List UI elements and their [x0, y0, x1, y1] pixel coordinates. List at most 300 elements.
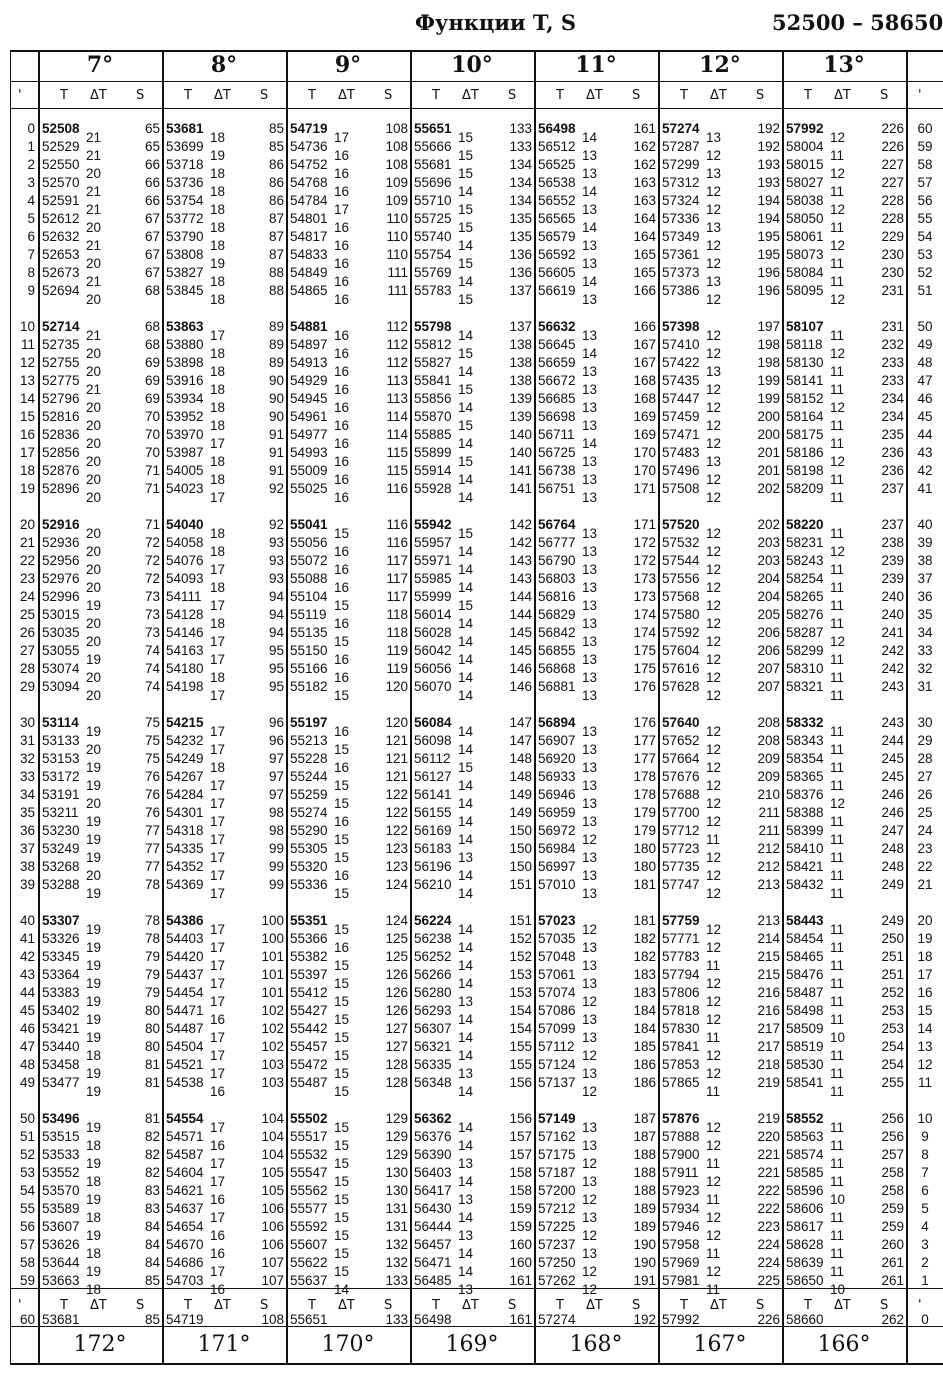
s-value: 107: [261, 1273, 284, 1288]
t-value: 54352: [166, 859, 204, 874]
rule-degree-sep: [410, 50, 412, 1365]
s-value: 106: [261, 1237, 284, 1252]
t-value: 57287: [662, 139, 700, 154]
s-value: 118: [386, 607, 408, 622]
s-value: 213: [757, 877, 780, 892]
t-value: 54719: [166, 1312, 204, 1327]
t-value: 57934: [662, 1201, 700, 1216]
delta-t-value: 13: [582, 1210, 598, 1225]
delta-t-value: 20: [86, 796, 102, 811]
s-value: 195: [757, 247, 780, 262]
t-value: 58563: [786, 1129, 824, 1144]
delta-t-value: 12: [830, 544, 846, 559]
delta-t-value: 20: [86, 166, 102, 181]
t-value: 53827: [166, 265, 204, 280]
t-value: 57723: [662, 841, 700, 856]
t-value: 52612: [42, 211, 80, 226]
t-value: 58376: [786, 787, 824, 802]
minute-label-right: 40: [917, 517, 933, 532]
s-value: 194: [757, 211, 780, 226]
minute-label-right: 57: [917, 175, 933, 190]
s-value: 147: [509, 715, 532, 730]
t-value: 55827: [414, 355, 452, 370]
s-value: 68: [144, 283, 160, 298]
delta-t-value: 20: [86, 256, 102, 271]
t-value: 57459: [662, 409, 700, 424]
s-value: 74: [144, 661, 160, 676]
degree-footer: 167°: [693, 1332, 747, 1357]
delta-t-value: 12: [830, 454, 846, 469]
t-value: 54335: [166, 841, 204, 856]
t-value: 54232: [166, 733, 204, 748]
delta-t-value: 12: [706, 814, 722, 829]
delta-t-value: 15: [334, 886, 350, 901]
t-value: 52755: [42, 355, 80, 370]
t-value: 53898: [166, 355, 204, 370]
delta-t-value: 17: [210, 850, 226, 865]
t-value: 53916: [166, 373, 204, 388]
t-value: 52550: [42, 157, 80, 172]
minute-label-left: 57: [19, 1237, 35, 1252]
delta-t-value: 17: [210, 490, 226, 505]
t-value: 54369: [166, 877, 204, 892]
delta-t-value: 17: [210, 886, 226, 901]
t-value: 56790: [538, 553, 576, 568]
delta-t-value: 11: [830, 688, 845, 703]
t-value: 56645: [538, 337, 576, 352]
s-symbol: S: [260, 1298, 269, 1313]
minute-label-right: 5: [921, 1201, 929, 1216]
minute-label-right: 31: [917, 679, 933, 694]
delta-t-value: 14: [458, 1138, 474, 1153]
t-value: 54076: [166, 553, 204, 568]
delta-t-value: 11: [830, 814, 845, 829]
dt-symbol: ΔT: [338, 88, 355, 103]
s-value: 82: [144, 1165, 160, 1180]
delta-t-value: 20: [86, 364, 102, 379]
delta-t-value: 18: [210, 238, 226, 253]
minute-label-right: 24: [917, 823, 933, 838]
t-value: 58209: [786, 481, 824, 496]
s-value: 119: [386, 643, 408, 658]
minute-label-left: 53: [19, 1165, 35, 1180]
s-value: 108: [385, 139, 408, 154]
delta-t-value: 17: [210, 922, 226, 937]
s-value: 238: [881, 535, 904, 550]
s-value: 239: [881, 553, 904, 568]
t-value: 52896: [42, 481, 80, 496]
s-value: 144: [509, 607, 532, 622]
t-value: 53952: [166, 409, 204, 424]
s-value: 89: [268, 337, 284, 352]
s-value: 236: [881, 463, 904, 478]
delta-t-value: 16: [334, 490, 350, 505]
s-value: 232: [881, 337, 904, 352]
s-value: 182: [633, 949, 656, 964]
t-value: 54437: [166, 967, 204, 982]
s-value: 149: [509, 787, 532, 802]
delta-t-value: 15: [458, 202, 474, 217]
s-value: 129: [385, 1111, 408, 1126]
t-value: 55622: [290, 1255, 328, 1270]
s-value: 150: [509, 841, 532, 856]
t-value: 54146: [166, 625, 204, 640]
s-value: 97: [268, 751, 284, 766]
t-value: 53421: [42, 1021, 80, 1036]
minute-label-left: 43: [19, 967, 35, 982]
t-value: 57410: [662, 337, 700, 352]
delta-t-value: 13: [582, 688, 598, 703]
t-value: 55798: [414, 319, 452, 334]
t-value: 52508: [42, 121, 80, 136]
minute-label-left: 40: [19, 913, 35, 928]
s-value: 198: [757, 355, 780, 370]
delta-t-value: 15: [458, 454, 474, 469]
s-value: 87: [268, 211, 284, 226]
delta-t-value: 19: [86, 1264, 102, 1279]
t-value: 58399: [786, 823, 824, 838]
delta-t-value: 20: [86, 742, 102, 757]
s-value: 113: [386, 373, 408, 388]
delta-t-value: 12: [706, 1264, 722, 1279]
s-value: 217: [757, 1021, 780, 1036]
s-value: 122: [385, 787, 408, 802]
delta-t-value: 16: [334, 418, 350, 433]
delta-t-value: 14: [458, 562, 474, 577]
delta-t-value: 12: [706, 688, 722, 703]
delta-t-value: 12: [582, 832, 598, 847]
t-value: 54961: [290, 409, 328, 424]
minute-label-right: 7: [921, 1165, 929, 1180]
t-value: 53094: [42, 679, 80, 694]
t-value: 54587: [166, 1147, 204, 1162]
t-value: 56711: [538, 427, 575, 442]
delta-t-value: 20: [86, 616, 102, 631]
s-value: 208: [757, 733, 780, 748]
s-value: 184: [633, 1021, 656, 1036]
s-value: 261: [881, 1273, 904, 1288]
t-value: 57853: [662, 1057, 700, 1072]
t-value: 53230: [42, 823, 80, 838]
s-value: 94: [268, 589, 284, 604]
s-value: 262: [881, 1312, 904, 1327]
delta-t-value: 15: [334, 832, 350, 847]
delta-t-value: 15: [458, 220, 474, 235]
minute-symbol-top: ': [18, 88, 22, 103]
minute-label-right: 27: [917, 769, 933, 784]
t-value: 55957: [414, 535, 452, 550]
t-value: 56972: [538, 823, 576, 838]
t-symbol: T: [680, 1298, 688, 1313]
s-value: 82: [144, 1129, 160, 1144]
t-value: 58073: [786, 247, 824, 262]
delta-t-value: 12: [830, 292, 846, 307]
delta-t-value: 19: [86, 760, 102, 775]
t-symbol: T: [556, 1298, 564, 1313]
minute-label-left: 25: [19, 607, 35, 622]
delta-t-value: 14: [458, 1030, 474, 1045]
delta-t-value: 21: [86, 274, 102, 289]
delta-t-value: 11: [706, 1246, 721, 1261]
s-value: 149: [509, 805, 532, 820]
t-value: 58454: [786, 931, 824, 946]
minute-label-right: 56: [917, 193, 933, 208]
s-value: 147: [509, 733, 532, 748]
s-value: 204: [757, 571, 780, 586]
minute-label-right: 15: [917, 1003, 933, 1018]
minute-label-left: 45: [19, 1003, 35, 1018]
s-value: 145: [509, 625, 532, 640]
delta-t-value: 15: [458, 346, 474, 361]
s-value: 191: [633, 1273, 656, 1288]
rule-degree-sep: [534, 50, 536, 1365]
minute-label-left: 39: [19, 877, 35, 892]
t-value: 53191: [42, 787, 80, 802]
minute-label-right: 29: [917, 733, 933, 748]
delta-t-value: 14: [458, 814, 474, 829]
delta-t-value: 11: [830, 1084, 845, 1099]
delta-t-value: 13: [582, 256, 598, 271]
delta-t-value: 14: [458, 670, 474, 685]
t-value: 56842: [538, 625, 576, 640]
s-value: 127: [385, 1039, 408, 1054]
delta-t-value: 11: [830, 472, 845, 487]
delta-t-value: 11: [830, 364, 845, 379]
t-value: 55637: [290, 1273, 328, 1288]
delta-t-value: 14: [458, 832, 474, 847]
t-value: 57676: [662, 769, 700, 784]
s-value: 174: [633, 625, 656, 640]
delta-t-value: 13: [582, 760, 598, 775]
t-value: 57876: [662, 1111, 700, 1126]
delta-t-value: 15: [334, 1120, 350, 1135]
delta-t-value: 13: [582, 940, 598, 955]
s-value: 109: [385, 193, 408, 208]
degree-header: 9°: [334, 52, 362, 78]
s-value: 169: [633, 427, 656, 442]
s-value: 88: [268, 265, 284, 280]
minute-label-left: 50: [19, 1111, 35, 1126]
delta-t-value: 17: [210, 1120, 226, 1135]
delta-t-value: 15: [458, 382, 474, 397]
t-value: 58299: [786, 643, 824, 658]
t-value: 55119: [290, 607, 327, 622]
s-value: 241: [881, 625, 904, 640]
s-value: 153: [509, 967, 532, 982]
minute-label-left: 15: [19, 409, 35, 424]
minute-label-right: 42: [917, 463, 933, 478]
delta-t-value: 19: [86, 1030, 102, 1045]
t-value: 53172: [42, 769, 80, 784]
delta-t-value: 19: [210, 148, 226, 163]
t-symbol: T: [556, 88, 564, 103]
s-value: 170: [633, 463, 656, 478]
minute-label-right: 10: [917, 1111, 933, 1126]
delta-t-value: 19: [86, 652, 102, 667]
delta-t-value: 20: [86, 454, 102, 469]
delta-t-value: 12: [706, 202, 722, 217]
s-value: 216: [757, 985, 780, 1000]
delta-t-value: 12: [706, 1174, 722, 1189]
delta-t-value: 13: [458, 1156, 474, 1171]
s-value: 137: [509, 319, 532, 334]
t-value: 53790: [166, 229, 204, 244]
delta-t-value: 14: [458, 976, 474, 991]
s-value: 72: [144, 571, 160, 586]
minute-label-left: 27: [19, 643, 35, 658]
s-value: 69: [144, 373, 160, 388]
delta-t-value: 17: [210, 688, 226, 703]
s-value: 205: [757, 607, 780, 622]
t-value: 55725: [414, 211, 452, 226]
delta-t-value: 18: [210, 130, 226, 145]
delta-t-value: 12: [706, 472, 722, 487]
t-value: 56894: [538, 715, 576, 730]
delta-t-value: 14: [458, 1174, 474, 1189]
t-value: 52529: [42, 139, 80, 154]
delta-t-value: 11: [830, 994, 845, 1009]
minute-label-right: 45: [917, 409, 933, 424]
rule-under-symbols: [10, 108, 943, 109]
t-value: 58254: [786, 571, 824, 586]
s-value: 167: [633, 337, 656, 352]
t-value: 53133: [42, 733, 80, 748]
minute-label-right: 19: [917, 931, 933, 946]
s-value: 99: [268, 877, 284, 892]
delta-t-value: 15: [334, 598, 350, 613]
delta-t-value: 15: [334, 1192, 350, 1207]
delta-t-value: 16: [334, 544, 350, 559]
delta-t-value: 18: [210, 274, 226, 289]
t-value: 58498: [786, 1003, 824, 1018]
t-value: 55382: [290, 949, 328, 964]
t-value: 57580: [662, 607, 700, 622]
s-value: 155: [509, 1039, 532, 1054]
delta-t-value: 14: [458, 436, 474, 451]
s-value: 154: [509, 1003, 532, 1018]
delta-t-value: 16: [334, 166, 350, 181]
s-value: 218: [757, 1057, 780, 1072]
minute-label-left: 2: [27, 157, 35, 172]
t-symbol: T: [804, 1298, 812, 1313]
delta-t-value: 20: [86, 220, 102, 235]
s-value: 217: [757, 1039, 780, 1054]
s-value: 261: [881, 1255, 904, 1270]
rule-under-degrees: [10, 81, 943, 82]
s-value: 95: [268, 679, 284, 694]
s-value: 185: [633, 1039, 656, 1054]
delta-t-value: 11: [706, 1192, 721, 1207]
degree-footer: 172°: [73, 1332, 127, 1357]
minute-label-right: 47: [917, 373, 933, 388]
s-value: 84: [144, 1237, 160, 1252]
s-symbol: S: [756, 88, 765, 103]
s-value: 190: [633, 1255, 656, 1270]
minute-label-left: 1: [27, 139, 35, 154]
t-value: 57747: [662, 877, 700, 892]
delta-t-value: 12: [830, 166, 846, 181]
delta-t-value: 12: [706, 238, 722, 253]
t-value: 54670: [166, 1237, 204, 1252]
s-value: 138: [509, 373, 532, 388]
s-value: 178: [633, 787, 656, 802]
t-value: 55681: [414, 157, 452, 172]
minute-label-left: 14: [19, 391, 35, 406]
delta-t-value: 11: [830, 220, 845, 235]
s-value: 130: [385, 1183, 408, 1198]
s-value: 98: [268, 823, 284, 838]
s-value: 83: [144, 1201, 160, 1216]
delta-t-value: 13: [582, 652, 598, 667]
t-value: 57700: [662, 805, 700, 820]
t-value: 53326: [42, 931, 80, 946]
t-value: 55412: [290, 985, 328, 1000]
delta-t-value: 12: [706, 886, 722, 901]
delta-t-value: 11: [830, 922, 845, 937]
s-value: 89: [268, 355, 284, 370]
s-value: 95: [268, 661, 284, 676]
t-value: 57556: [662, 571, 700, 586]
t-value: 57398: [662, 319, 700, 334]
s-value: 66: [144, 193, 160, 208]
s-value: 75: [144, 715, 160, 730]
minute-label-right: 20: [917, 913, 933, 928]
delta-t-value: 12: [706, 256, 722, 271]
t-value: 56444: [414, 1219, 452, 1234]
delta-t-value: 16: [334, 868, 350, 883]
s-value: 90: [268, 373, 284, 388]
s-value: 68: [144, 337, 160, 352]
minute-label-left: 21: [19, 535, 35, 550]
s-value: 166: [633, 283, 656, 298]
s-value: 201: [757, 445, 780, 460]
delta-t-value: 16: [334, 220, 350, 235]
minute-label-left: 31: [19, 733, 35, 748]
s-value: 73: [144, 625, 160, 640]
s-value: 75: [144, 751, 160, 766]
t-value: 56238: [414, 931, 452, 946]
s-value: 124: [385, 877, 408, 892]
s-value: 259: [881, 1201, 904, 1216]
delta-t-value: 16: [334, 238, 350, 253]
t-value: 55666: [414, 139, 452, 154]
delta-t-value: 19: [86, 814, 102, 829]
minute-label-right: 37: [917, 571, 933, 586]
t-value: 57035: [538, 931, 576, 946]
t-value: 56946: [538, 787, 576, 802]
t-value: 55487: [290, 1075, 328, 1090]
s-value: 126: [385, 985, 408, 1000]
delta-t-value: 11: [706, 1282, 721, 1297]
t-value: 56224: [414, 913, 452, 928]
s-value: 253: [881, 1003, 904, 1018]
s-value: 73: [144, 607, 160, 622]
delta-t-value: 12: [830, 346, 846, 361]
s-value: 249: [881, 877, 904, 892]
s-value: 133: [509, 121, 532, 136]
dt-symbol: ΔT: [586, 88, 603, 103]
t-value: 55457: [290, 1039, 328, 1054]
delta-t-value: 15: [334, 1030, 350, 1045]
delta-t-value: 19: [86, 724, 102, 739]
t-value: 54521: [166, 1057, 204, 1072]
t-value: 55754: [414, 247, 452, 262]
delta-t-value: 15: [334, 1048, 350, 1063]
t-value: 56881: [538, 679, 576, 694]
delta-t-value: 11: [830, 742, 845, 757]
t-value: 54128: [166, 607, 204, 622]
t-value: 53515: [42, 1129, 80, 1144]
